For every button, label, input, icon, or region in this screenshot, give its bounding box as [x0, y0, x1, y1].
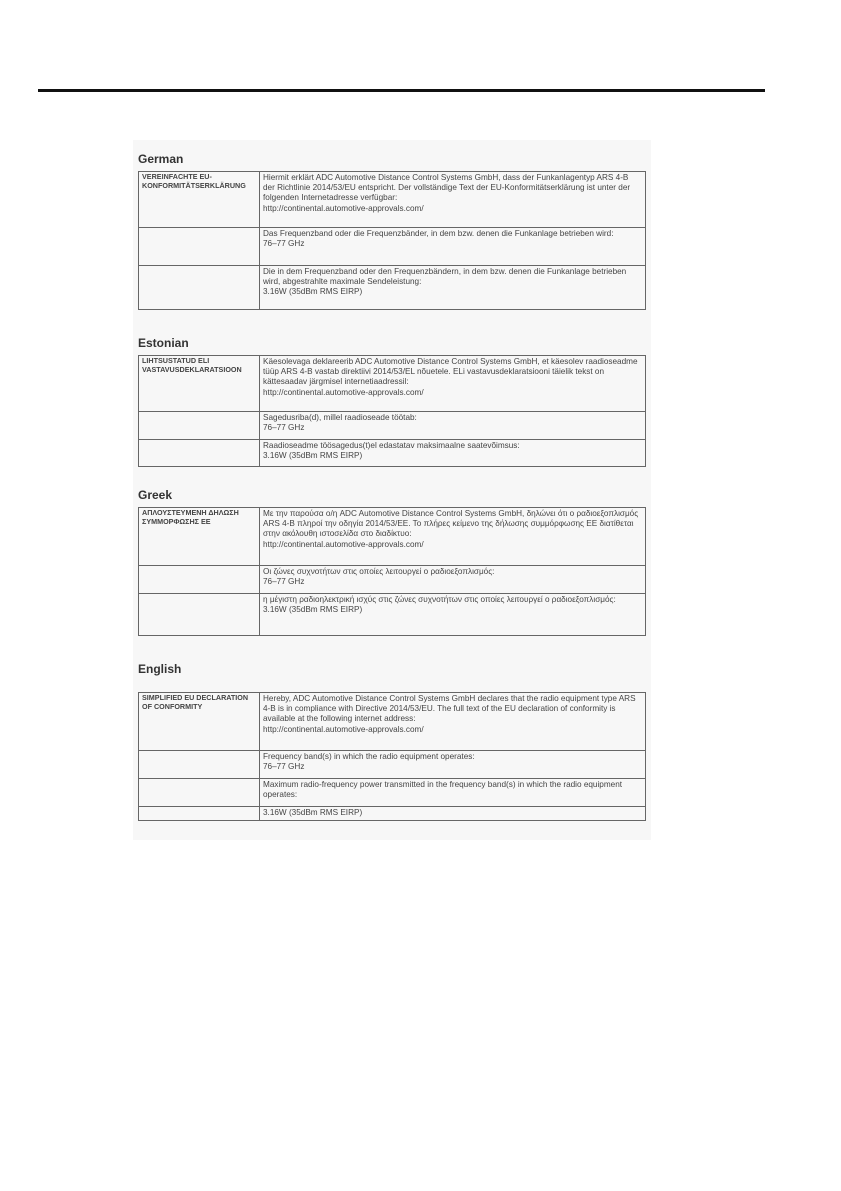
table-row — [139, 172, 646, 228]
text-line: Sagedusriba(d), millel raadioseade töötab: — [263, 413, 417, 422]
frequency-text — [260, 566, 646, 594]
url-text: http://continental.automotive-approvals.com/ — [263, 203, 424, 213]
table-row — [139, 566, 646, 594]
text-line: Frequency band(s) in which the radio equipment operates: — [263, 752, 475, 761]
table-row — [139, 807, 646, 821]
declaration-table — [138, 171, 646, 310]
power-text — [260, 266, 646, 310]
text-line: Maximum radio-frequency power transmitted in the frequency band(s) in which the radio equipment operates: — [263, 780, 623, 800]
table-row — [139, 412, 646, 440]
frequency-value: 76–77 GHz — [263, 239, 305, 249]
empty-cell — [139, 412, 260, 440]
frequency-value: 76–77 GHz — [263, 577, 305, 587]
frequency-text — [260, 228, 646, 266]
text-line: Με την παρούσα ο/η ADC Automotive Distance Control Systems GmbH, δηλώνει ότι ο ραδιοεξοπλισμός ARS 4-B πληροί την οδηγία 2014/53/ΕΕ. Το πλήρες κείμενο της δήλωσης συμμόρφωσης ΕΕ διατίθεται στην ακόλουθη ιστοσελίδα στο διαδίκτυο: — [263, 509, 639, 539]
table-row — [139, 228, 646, 266]
url-text: http://continental.automotive-approvals.com/ — [263, 724, 424, 734]
power-text — [260, 440, 646, 467]
empty-cell — [139, 807, 260, 821]
url-text: http://continental.automotive-approvals.com/ — [263, 539, 424, 549]
power-text — [260, 594, 646, 636]
table-row — [139, 440, 646, 467]
frequency-text — [260, 412, 646, 440]
section-greek — [138, 488, 646, 636]
declaration-text — [260, 172, 646, 228]
declaration-title: ΑΠΛΟΥΣΤΕΥΜΕΝΗ ΔΗΛΩΣΗ ΣΥΜΜΟΡΦΩΣΗΣ ΕΕ — [139, 508, 260, 566]
power-value-cell — [260, 807, 646, 821]
text-line: Raadioseadme töösagedus(t)el edastatav maksimaalne saatevõimsus: — [263, 441, 520, 450]
table-row — [139, 779, 646, 807]
text-line: Käesolevaga deklareerib ADC Automotive Distance Control Systems GmbH, et käesolev raadioseadme tüüp ARS 4-B vastab direktiivi 2014/53/EL nõuetele. ELi vastavusdeklaratsiooni täielik tekst on kättesaadav järgmisel internetiaadressil: — [263, 357, 638, 387]
empty-cell — [139, 440, 260, 467]
language-heading: German — [138, 152, 184, 166]
table-row — [139, 508, 646, 566]
declaration-table — [138, 692, 646, 821]
power-value: 3.16W (35dBm RMS EIRP) — [263, 605, 363, 615]
frequency-text — [260, 751, 646, 779]
text-line: Hiermit erklärt ADC Automotive Distance Control Systems GmbH, dass der Funkanlagentyp ARS 4-B der Richtlinie 2014/53/EU entspricht. Der vollständige Text der EU-Konformitätserklärung ist unter der folgenden Internetadresse verfügbar: — [263, 173, 631, 203]
declaration-title: LIHTSUSTATUD ELI VASTAVUSDEKLARATSIOON — [139, 356, 260, 412]
text-line: Das Frequenzband oder die Frequenzbänder, in dem bzw. denen die Funkanlage betrieben wird: — [263, 229, 614, 238]
declaration-table — [138, 507, 646, 636]
section-german — [138, 152, 646, 310]
frequency-value: 76–77 GHz — [263, 423, 305, 433]
table-row — [139, 266, 646, 310]
empty-cell — [139, 594, 260, 636]
language-heading: Greek — [138, 488, 173, 502]
text-line: Οι ζώνες συχνοτήτων στις οποίες λειτουργεί ο ραδιοεξοπλισμός: — [263, 567, 495, 576]
declaration-text — [260, 356, 646, 412]
declaration-table — [138, 355, 646, 467]
declaration-text — [260, 508, 646, 566]
empty-cell — [139, 566, 260, 594]
table-row — [139, 693, 646, 751]
frequency-value: 76–77 GHz — [263, 762, 305, 772]
empty-cell — [139, 228, 260, 266]
language-heading: English — [138, 662, 182, 676]
declaration-title: VEREINFACHTE EU-KONFORMITÄTSERKLÄRUNG — [139, 172, 260, 228]
power-text — [260, 779, 646, 807]
table-row — [139, 356, 646, 412]
text-line: η μέγιστη ραδιοηλεκτρική ισχύς στις ζώνες συχνοτήτων στις οποίες λειτουργεί ο ραδιοεξοπλισμός: — [263, 595, 616, 604]
text-line: Die in dem Frequenzband oder den Frequenzbändern, in dem bzw. denen die Funkanlage betrieben wird, abgestrahlte maximale Sendeleistung: — [263, 267, 627, 287]
power-value: 3.16W (35dBm RMS EIRP) — [263, 451, 363, 461]
empty-cell — [139, 751, 260, 779]
top-rule — [38, 89, 765, 92]
language-heading: Estonian — [138, 336, 189, 350]
table-row — [139, 751, 646, 779]
url-text: http://continental.automotive-approvals.com/ — [263, 387, 424, 397]
table-row — [139, 594, 646, 636]
section-english — [138, 662, 646, 821]
section-estonian — [138, 336, 646, 467]
empty-cell — [139, 779, 260, 807]
declaration-title: SIMPLIFIED EU DECLARATION OF CONFORMITY — [139, 693, 260, 751]
declaration-text — [260, 693, 646, 751]
power-value: 3.16W (35dBm RMS EIRP) — [263, 808, 363, 817]
empty-cell — [139, 266, 260, 310]
text-line: Hereby, ADC Automotive Distance Control Systems GmbH declares that the radio equipment type ARS 4-B is in compliance with Directive 2014/53/EU. The full text of the EU declaration of conformity is available at the following internet address: — [263, 694, 636, 724]
power-value: 3.16W (35dBm RMS EIRP) — [263, 287, 363, 297]
